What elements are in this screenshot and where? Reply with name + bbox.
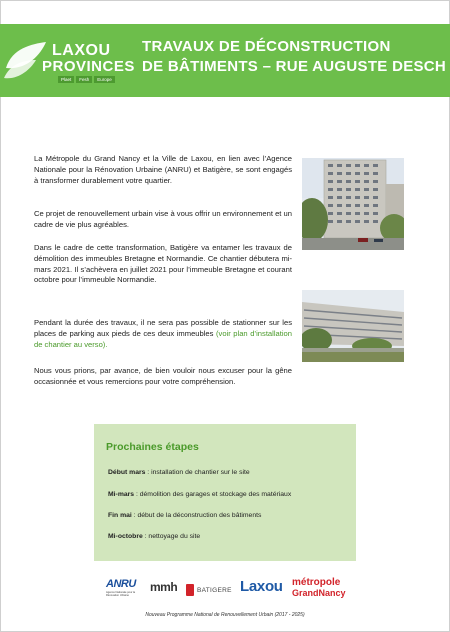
logo-word-provinces: PROVINCES — [42, 58, 135, 75]
step-label: Mi-mars — [108, 491, 135, 498]
step-item — [108, 533, 200, 540]
parking-text: Pendant la durée des travaux, il ne sera pas possible de stationner sur les places de parking aux pieds de ces deux immeubles — [34, 318, 292, 338]
laxou-logo: Laxou — [240, 578, 283, 595]
paragraph-intro: La Métropole du Grand Nancy et la Ville de Laxou, en lien avec l’Agence Nationale pour la Rénovation Urbaine (ANRU) et Batigère, se sont engagés à transformer durablement votre quartier. — [34, 154, 292, 185]
batigere-icon — [186, 584, 194, 596]
logo-tags — [58, 76, 115, 83]
partner-logos — [0, 576, 450, 608]
step-text: : démolition des garages et stockage des matériaux — [134, 491, 292, 498]
step-label: Mi-octobre — [108, 533, 143, 540]
page-title-line-2: DE BÂTIMENTS – RUE AUGUSTE DESCH — [142, 58, 447, 75]
mmh-logo: mmh — [150, 580, 178, 594]
next-steps-title: Prochaines étapes — [106, 441, 199, 453]
metropole-logo-line2: GrandNancy — [292, 588, 346, 598]
logo-tag: Fesh — [76, 76, 92, 83]
step-text: : début de la déconstruction des bâtiments — [131, 512, 262, 519]
building-photo-bretagne — [302, 158, 404, 250]
paragraph-apology: Nous vous prions, par avance, de bien vouloir nous excuser pour la gêne occasionnée et vous remercions pour votre compréhension. — [34, 366, 292, 386]
metropole-logo — [292, 578, 346, 598]
step-item — [108, 491, 291, 498]
logo-word-laxou: LAXOU — [52, 42, 111, 59]
building-photo-normandie — [302, 290, 404, 362]
site-plan-note: (voir plan d’installation de chantier au verso). — [34, 328, 292, 349]
logo-tag: Plaet — [58, 76, 74, 83]
anru-logo — [106, 578, 140, 608]
step-text: : installation de chantier sur le site — [145, 469, 250, 476]
batigere-logo — [186, 584, 232, 596]
page-title-line-1: TRAVAUX DE DÉCONSTRUCTION — [142, 38, 391, 55]
paragraph-parking — [34, 318, 292, 350]
anru-logo-text: ANRU — [106, 578, 136, 590]
step-label: Début mars — [108, 469, 146, 476]
anru-logo-subtitle: Agence Nationale pour la Rénovation Urbaine — [106, 591, 136, 597]
paragraph-project: Ce projet de renouvellement urbain vise à vous offrir un environnement et un cadre de vie plus agréables. — [34, 209, 292, 229]
step-label: Fin mai — [108, 512, 132, 519]
metropole-logo-line1: métropole — [292, 577, 341, 588]
step-text: : nettoyage du site — [142, 533, 201, 540]
step-item — [108, 469, 250, 476]
paragraph-works: Dans le cadre de cette transformation, Batigère va entamer les travaux de démolition des immeubles Bretagne et Normandie. Ce chantier débutera mi-mars 2021. Il s’achèvera en juillet 2021 pour l’immeuble Bretagne et courant octobre pour l’immeuble Normandie. — [34, 243, 292, 285]
logo-tag: Europe — [94, 76, 115, 83]
footer-program-name: Nouveau Programme National de Renouvellement Urbain (2017 - 2025) — [145, 612, 305, 618]
batigere-logo-text: BATIGERE — [197, 586, 232, 594]
step-item — [108, 512, 261, 519]
